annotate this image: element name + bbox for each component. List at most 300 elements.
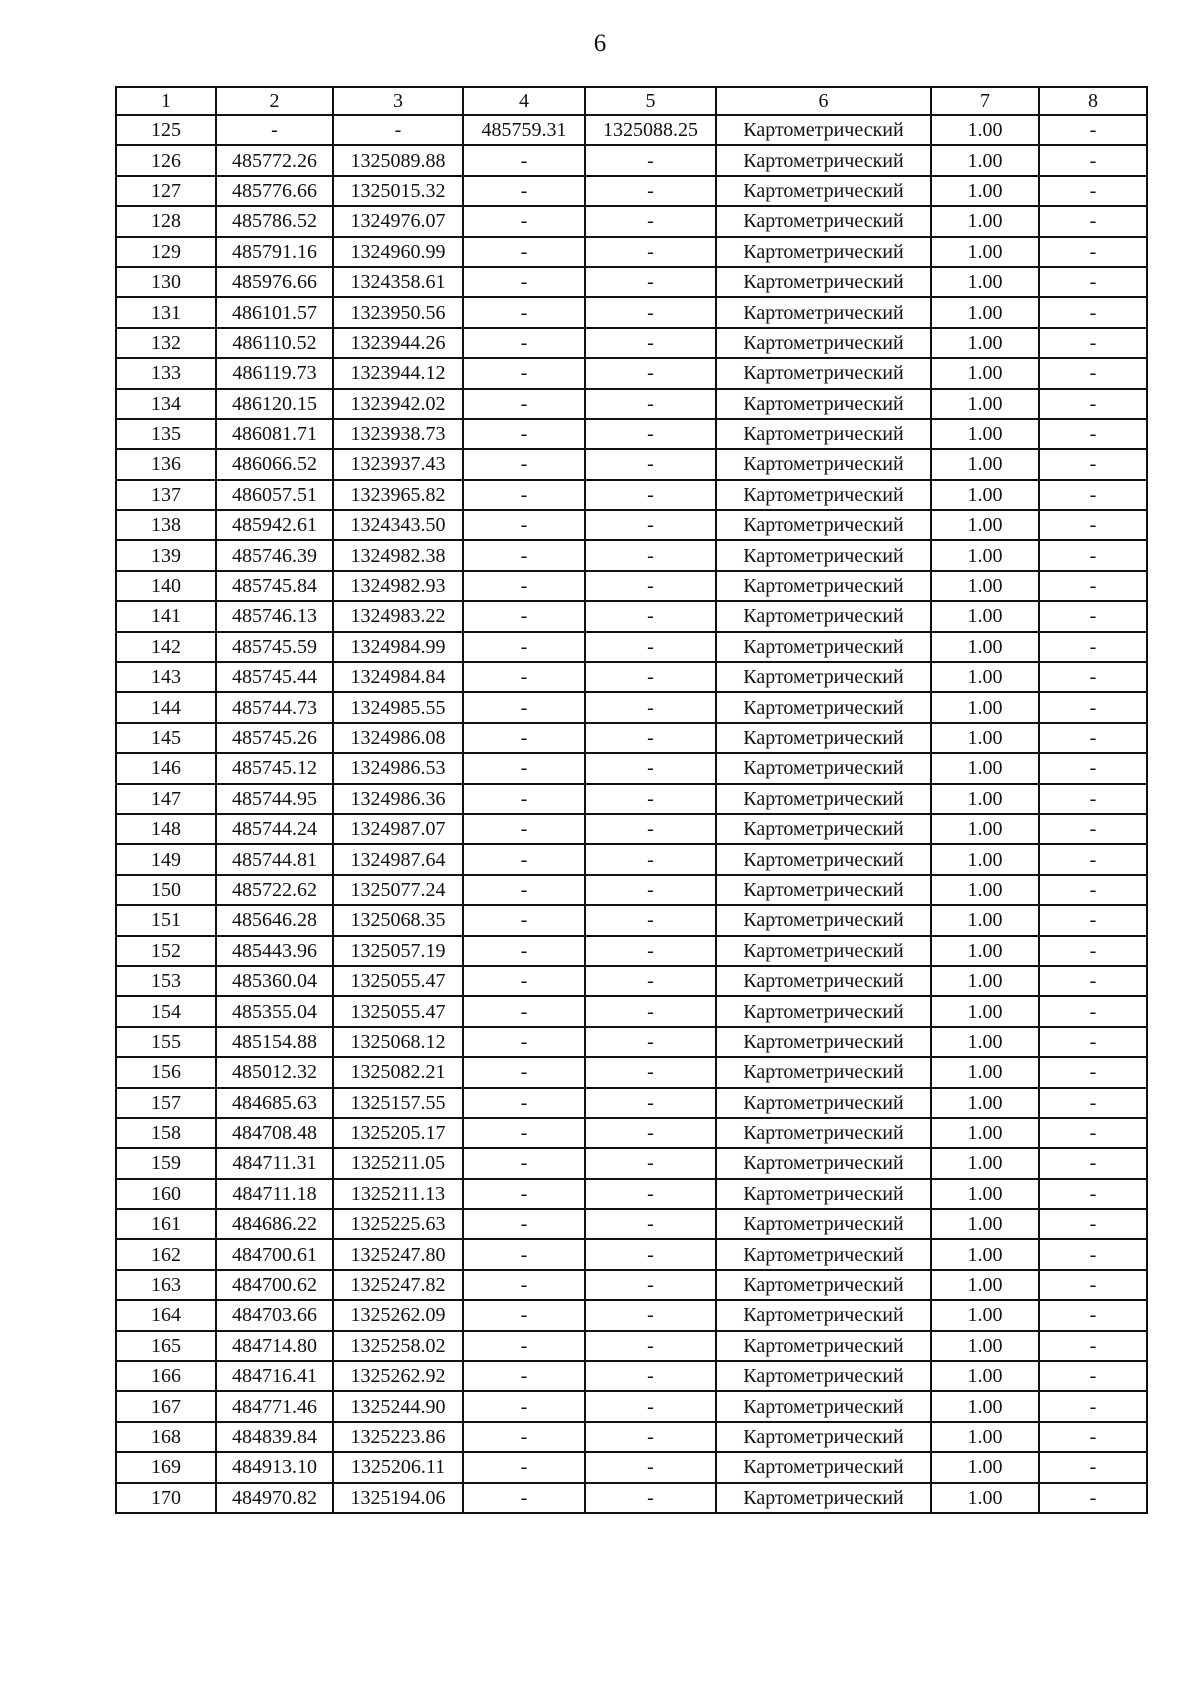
table-row bbox=[116, 784, 1147, 814]
table-row bbox=[116, 176, 1147, 206]
cell-x-coordinate-alt: - bbox=[463, 753, 585, 783]
column-header-1: 1 bbox=[116, 87, 216, 115]
cell-point-number: 152 bbox=[116, 936, 216, 966]
table-row bbox=[116, 1057, 1147, 1087]
cell-y-coordinate: 1324982.38 bbox=[333, 540, 463, 570]
cell-y-coordinate: 1324986.08 bbox=[333, 723, 463, 753]
table-row bbox=[116, 905, 1147, 935]
table-row bbox=[116, 1088, 1147, 1118]
cell-y-coordinate: 1324984.84 bbox=[333, 662, 463, 692]
cell-x-coordinate-alt: - bbox=[463, 571, 585, 601]
cell-method: Картометрический bbox=[716, 1118, 931, 1148]
cell-point-number: 159 bbox=[116, 1148, 216, 1178]
cell-method: Картометрический bbox=[716, 996, 931, 1026]
cell-y-coordinate: 1323938.73 bbox=[333, 419, 463, 449]
cell-x-coordinate-alt: - bbox=[463, 996, 585, 1026]
cell-method: Картометрический bbox=[716, 632, 931, 662]
cell-accuracy: 1.00 bbox=[931, 1270, 1039, 1300]
cell-x-coordinate: 486101.57 bbox=[216, 297, 333, 327]
cell-accuracy: 1.00 bbox=[931, 936, 1039, 966]
cell-note: - bbox=[1039, 601, 1147, 631]
cell-point-number: 143 bbox=[116, 662, 216, 692]
cell-y-coordinate-alt: - bbox=[585, 1179, 716, 1209]
cell-y-coordinate: 1325247.82 bbox=[333, 1270, 463, 1300]
cell-note: - bbox=[1039, 1361, 1147, 1391]
cell-point-number: 164 bbox=[116, 1300, 216, 1330]
cell-y-coordinate-alt: - bbox=[585, 1118, 716, 1148]
cell-y-coordinate-alt: - bbox=[585, 419, 716, 449]
cell-accuracy: 1.00 bbox=[931, 510, 1039, 540]
cell-method: Картометрический bbox=[716, 1361, 931, 1391]
table-row bbox=[116, 753, 1147, 783]
cell-note: - bbox=[1039, 1027, 1147, 1057]
cell-point-number: 141 bbox=[116, 601, 216, 631]
cell-y-coordinate-alt: - bbox=[585, 206, 716, 236]
cell-accuracy: 1.00 bbox=[931, 1148, 1039, 1178]
table-row bbox=[116, 115, 1147, 145]
column-header-8: 8 bbox=[1039, 87, 1147, 115]
cell-point-number: 138 bbox=[116, 510, 216, 540]
table-row bbox=[116, 601, 1147, 631]
cell-y-coordinate-alt: - bbox=[585, 1148, 716, 1178]
cell-x-coordinate-alt: - bbox=[463, 692, 585, 722]
cell-note: - bbox=[1039, 1209, 1147, 1239]
table-row bbox=[116, 237, 1147, 267]
cell-x-coordinate-alt: - bbox=[463, 206, 585, 236]
column-header-5: 5 bbox=[585, 87, 716, 115]
cell-y-coordinate: 1324358.61 bbox=[333, 267, 463, 297]
cell-accuracy: 1.00 bbox=[931, 1179, 1039, 1209]
cell-point-number: 155 bbox=[116, 1027, 216, 1057]
cell-point-number: 170 bbox=[116, 1483, 216, 1513]
cell-point-number: 131 bbox=[116, 297, 216, 327]
cell-note: - bbox=[1039, 510, 1147, 540]
cell-x-coordinate: 484711.18 bbox=[216, 1179, 333, 1209]
table-row bbox=[116, 1148, 1147, 1178]
cell-point-number: 160 bbox=[116, 1179, 216, 1209]
cell-x-coordinate: 486120.15 bbox=[216, 389, 333, 419]
cell-method: Картометрический bbox=[716, 115, 931, 145]
cell-note: - bbox=[1039, 1148, 1147, 1178]
cell-point-number: 145 bbox=[116, 723, 216, 753]
cell-y-coordinate-alt: - bbox=[585, 966, 716, 996]
column-header-3: 3 bbox=[333, 87, 463, 115]
cell-method: Картометрический bbox=[716, 449, 931, 479]
cell-x-coordinate-alt: - bbox=[463, 267, 585, 297]
cell-y-coordinate: 1324983.22 bbox=[333, 601, 463, 631]
cell-note: - bbox=[1039, 1088, 1147, 1118]
cell-method: Картометрический bbox=[716, 297, 931, 327]
table-row bbox=[116, 875, 1147, 905]
cell-method: Картометрический bbox=[716, 1452, 931, 1482]
cell-x-coordinate: 484700.62 bbox=[216, 1270, 333, 1300]
cell-note: - bbox=[1039, 297, 1147, 327]
cell-point-number: 148 bbox=[116, 814, 216, 844]
cell-x-coordinate: 484714.80 bbox=[216, 1331, 333, 1361]
cell-point-number: 133 bbox=[116, 358, 216, 388]
cell-point-number: 163 bbox=[116, 1270, 216, 1300]
cell-y-coordinate-alt: - bbox=[585, 1239, 716, 1269]
cell-method: Картометрический bbox=[716, 328, 931, 358]
cell-y-coordinate-alt: - bbox=[585, 1422, 716, 1452]
cell-point-number: 169 bbox=[116, 1452, 216, 1482]
table-row bbox=[116, 1331, 1147, 1361]
cell-accuracy: 1.00 bbox=[931, 145, 1039, 175]
cell-y-coordinate-alt: - bbox=[585, 449, 716, 479]
cell-method: Картометрический bbox=[716, 814, 931, 844]
cell-accuracy: 1.00 bbox=[931, 753, 1039, 783]
table-row bbox=[116, 206, 1147, 236]
cell-y-coordinate-alt: - bbox=[585, 1391, 716, 1421]
cell-point-number: 126 bbox=[116, 145, 216, 175]
cell-note: - bbox=[1039, 1270, 1147, 1300]
cell-accuracy: 1.00 bbox=[931, 419, 1039, 449]
cell-note: - bbox=[1039, 419, 1147, 449]
cell-x-coordinate-alt: - bbox=[463, 723, 585, 753]
cell-point-number: 149 bbox=[116, 844, 216, 874]
column-header-4: 4 bbox=[463, 87, 585, 115]
cell-y-coordinate: 1324984.99 bbox=[333, 632, 463, 662]
cell-x-coordinate-alt: - bbox=[463, 1148, 585, 1178]
cell-method: Картометрический bbox=[716, 966, 931, 996]
cell-y-coordinate: 1325089.88 bbox=[333, 145, 463, 175]
cell-y-coordinate: 1325055.47 bbox=[333, 996, 463, 1026]
table-row bbox=[116, 1483, 1147, 1513]
table-row bbox=[116, 1027, 1147, 1057]
cell-y-coordinate: 1325077.24 bbox=[333, 875, 463, 905]
cell-accuracy: 1.00 bbox=[931, 692, 1039, 722]
cell-note: - bbox=[1039, 1483, 1147, 1513]
cell-note: - bbox=[1039, 449, 1147, 479]
cell-x-coordinate: 485786.52 bbox=[216, 206, 333, 236]
cell-y-coordinate-alt: - bbox=[585, 632, 716, 662]
table-row bbox=[116, 297, 1147, 327]
cell-x-coordinate: 484700.61 bbox=[216, 1239, 333, 1269]
cell-accuracy: 1.00 bbox=[931, 662, 1039, 692]
cell-accuracy: 1.00 bbox=[931, 358, 1039, 388]
cell-y-coordinate-alt: - bbox=[585, 297, 716, 327]
cell-x-coordinate: 485443.96 bbox=[216, 936, 333, 966]
cell-y-coordinate-alt: - bbox=[585, 996, 716, 1026]
table-row bbox=[116, 1452, 1147, 1482]
cell-accuracy: 1.00 bbox=[931, 237, 1039, 267]
cell-x-coordinate-alt: - bbox=[463, 662, 585, 692]
cell-method: Картометрический bbox=[716, 1209, 931, 1239]
cell-note: - bbox=[1039, 996, 1147, 1026]
cell-y-coordinate-alt: - bbox=[585, 784, 716, 814]
cell-y-coordinate: 1324976.07 bbox=[333, 206, 463, 236]
cell-accuracy: 1.00 bbox=[931, 966, 1039, 996]
table-row bbox=[116, 966, 1147, 996]
cell-x-coordinate-alt: - bbox=[463, 632, 585, 662]
cell-y-coordinate: 1324987.64 bbox=[333, 844, 463, 874]
table-header bbox=[116, 87, 1147, 115]
cell-accuracy: 1.00 bbox=[931, 115, 1039, 145]
cell-x-coordinate-alt: - bbox=[463, 1391, 585, 1421]
cell-note: - bbox=[1039, 784, 1147, 814]
cell-accuracy: 1.00 bbox=[931, 1391, 1039, 1421]
cell-method: Картометрический bbox=[716, 206, 931, 236]
cell-point-number: 142 bbox=[116, 632, 216, 662]
cell-x-coordinate-alt: - bbox=[463, 1057, 585, 1087]
cell-x-coordinate-alt: - bbox=[463, 297, 585, 327]
cell-accuracy: 1.00 bbox=[931, 814, 1039, 844]
cell-y-coordinate: 1325244.90 bbox=[333, 1391, 463, 1421]
cell-y-coordinate: 1325211.05 bbox=[333, 1148, 463, 1178]
table-row bbox=[116, 1209, 1147, 1239]
cell-accuracy: 1.00 bbox=[931, 297, 1039, 327]
column-header-2: 2 bbox=[216, 87, 333, 115]
cell-x-coordinate-alt: - bbox=[463, 1483, 585, 1513]
page-number: 6 bbox=[593, 30, 607, 57]
cell-y-coordinate: 1325015.32 bbox=[333, 176, 463, 206]
cell-point-number: 151 bbox=[116, 905, 216, 935]
cell-point-number: 137 bbox=[116, 480, 216, 510]
cell-point-number: 134 bbox=[116, 389, 216, 419]
cell-y-coordinate: 1323950.56 bbox=[333, 297, 463, 327]
table-row bbox=[116, 358, 1147, 388]
table-row bbox=[116, 1422, 1147, 1452]
cell-y-coordinate: 1323944.26 bbox=[333, 328, 463, 358]
cell-accuracy: 1.00 bbox=[931, 1300, 1039, 1330]
cell-x-coordinate: 485942.61 bbox=[216, 510, 333, 540]
table-row bbox=[116, 510, 1147, 540]
cell-y-coordinate: 1325206.11 bbox=[333, 1452, 463, 1482]
cell-method: Картометрический bbox=[716, 875, 931, 905]
cell-y-coordinate: 1324986.53 bbox=[333, 753, 463, 783]
cell-x-coordinate-alt: - bbox=[463, 1361, 585, 1391]
table-row bbox=[116, 1300, 1147, 1330]
cell-point-number: 144 bbox=[116, 692, 216, 722]
cell-accuracy: 1.00 bbox=[931, 540, 1039, 570]
table-row bbox=[116, 145, 1147, 175]
table-row bbox=[116, 328, 1147, 358]
cell-accuracy: 1.00 bbox=[931, 206, 1039, 236]
cell-y-coordinate: 1323944.12 bbox=[333, 358, 463, 388]
cell-y-coordinate: 1325194.06 bbox=[333, 1483, 463, 1513]
cell-point-number: 135 bbox=[116, 419, 216, 449]
cell-x-coordinate: 484685.63 bbox=[216, 1088, 333, 1118]
cell-accuracy: 1.00 bbox=[931, 1331, 1039, 1361]
coordinates-table bbox=[115, 86, 1148, 1514]
cell-x-coordinate-alt: - bbox=[463, 1239, 585, 1269]
cell-y-coordinate: 1324982.93 bbox=[333, 571, 463, 601]
cell-y-coordinate-alt: - bbox=[585, 601, 716, 631]
cell-method: Картометрический bbox=[716, 601, 931, 631]
cell-method: Картометрический bbox=[716, 1148, 931, 1178]
cell-y-coordinate: 1324986.36 bbox=[333, 784, 463, 814]
table-row bbox=[116, 1239, 1147, 1269]
cell-note: - bbox=[1039, 571, 1147, 601]
cell-y-coordinate-alt: - bbox=[585, 480, 716, 510]
cell-y-coordinate: 1324987.07 bbox=[333, 814, 463, 844]
cell-x-coordinate: 485976.66 bbox=[216, 267, 333, 297]
cell-point-number: 147 bbox=[116, 784, 216, 814]
cell-x-coordinate: 485744.24 bbox=[216, 814, 333, 844]
cell-y-coordinate: 1325262.09 bbox=[333, 1300, 463, 1330]
cell-y-coordinate: 1323942.02 bbox=[333, 389, 463, 419]
table-row bbox=[116, 540, 1147, 570]
cell-x-coordinate: 484686.22 bbox=[216, 1209, 333, 1239]
cell-y-coordinate: 1325205.17 bbox=[333, 1118, 463, 1148]
cell-note: - bbox=[1039, 662, 1147, 692]
cell-method: Картометрический bbox=[716, 358, 931, 388]
cell-x-coordinate: 485776.66 bbox=[216, 176, 333, 206]
cell-x-coordinate-alt: - bbox=[463, 875, 585, 905]
cell-method: Картометрический bbox=[716, 1239, 931, 1269]
column-header-7: 7 bbox=[931, 87, 1039, 115]
cell-x-coordinate-alt: - bbox=[463, 966, 585, 996]
cell-x-coordinate-alt: - bbox=[463, 1027, 585, 1057]
table-row bbox=[116, 571, 1147, 601]
cell-note: - bbox=[1039, 692, 1147, 722]
cell-method: Картометрический bbox=[716, 1331, 931, 1361]
cell-y-coordinate-alt: - bbox=[585, 814, 716, 844]
cell-accuracy: 1.00 bbox=[931, 1088, 1039, 1118]
cell-y-coordinate-alt: - bbox=[585, 905, 716, 935]
cell-x-coordinate: 484708.48 bbox=[216, 1118, 333, 1148]
cell-y-coordinate: 1325082.21 bbox=[333, 1057, 463, 1087]
table-row bbox=[116, 996, 1147, 1026]
cell-method: Картометрический bbox=[716, 1179, 931, 1209]
cell-y-coordinate: 1324343.50 bbox=[333, 510, 463, 540]
cell-point-number: 166 bbox=[116, 1361, 216, 1391]
cell-x-coordinate-alt: - bbox=[463, 358, 585, 388]
cell-x-coordinate-alt: - bbox=[463, 1270, 585, 1300]
cell-accuracy: 1.00 bbox=[931, 844, 1039, 874]
cell-x-coordinate: 485745.26 bbox=[216, 723, 333, 753]
cell-x-coordinate-alt: - bbox=[463, 1331, 585, 1361]
cell-point-number: 165 bbox=[116, 1331, 216, 1361]
cell-x-coordinate-alt: - bbox=[463, 1300, 585, 1330]
cell-note: - bbox=[1039, 753, 1147, 783]
cell-y-coordinate-alt: - bbox=[585, 1209, 716, 1239]
cell-accuracy: 1.00 bbox=[931, 480, 1039, 510]
cell-method: Картометрический bbox=[716, 540, 931, 570]
cell-method: Картометрический bbox=[716, 905, 931, 935]
cell-x-coordinate-alt: - bbox=[463, 1209, 585, 1239]
cell-x-coordinate: 485744.81 bbox=[216, 844, 333, 874]
cell-note: - bbox=[1039, 389, 1147, 419]
header-row bbox=[116, 87, 1147, 115]
cell-x-coordinate: 486119.73 bbox=[216, 358, 333, 388]
cell-y-coordinate-alt: - bbox=[585, 1088, 716, 1118]
cell-note: - bbox=[1039, 1391, 1147, 1421]
cell-x-coordinate: 484711.31 bbox=[216, 1148, 333, 1178]
cell-y-coordinate-alt: - bbox=[585, 1027, 716, 1057]
cell-y-coordinate: 1324985.55 bbox=[333, 692, 463, 722]
cell-point-number: 128 bbox=[116, 206, 216, 236]
cell-method: Картометрический bbox=[716, 753, 931, 783]
table-row bbox=[116, 936, 1147, 966]
cell-accuracy: 1.00 bbox=[931, 328, 1039, 358]
cell-accuracy: 1.00 bbox=[931, 996, 1039, 1026]
table-row bbox=[116, 632, 1147, 662]
cell-accuracy: 1.00 bbox=[931, 1057, 1039, 1087]
cell-y-coordinate-alt: - bbox=[585, 1331, 716, 1361]
cell-note: - bbox=[1039, 1118, 1147, 1148]
cell-method: Картометрический bbox=[716, 389, 931, 419]
table-body bbox=[116, 115, 1147, 1513]
cell-note: - bbox=[1039, 723, 1147, 753]
cell-point-number: 154 bbox=[116, 996, 216, 1026]
cell-note: - bbox=[1039, 1422, 1147, 1452]
cell-x-coordinate: 485745.44 bbox=[216, 662, 333, 692]
cell-note: - bbox=[1039, 358, 1147, 388]
cell-x-coordinate-alt: - bbox=[463, 814, 585, 844]
cell-y-coordinate: 1325068.35 bbox=[333, 905, 463, 935]
table-row bbox=[116, 1391, 1147, 1421]
cell-accuracy: 1.00 bbox=[931, 1239, 1039, 1269]
cell-method: Картометрический bbox=[716, 784, 931, 814]
cell-x-coordinate: 485745.59 bbox=[216, 632, 333, 662]
cell-accuracy: 1.00 bbox=[931, 267, 1039, 297]
cell-x-coordinate-alt: - bbox=[463, 844, 585, 874]
cell-x-coordinate: 485746.39 bbox=[216, 540, 333, 570]
cell-y-coordinate-alt: - bbox=[585, 1300, 716, 1330]
cell-x-coordinate-alt: - bbox=[463, 1118, 585, 1148]
cell-point-number: 150 bbox=[116, 875, 216, 905]
cell-y-coordinate: 1324960.99 bbox=[333, 237, 463, 267]
cell-x-coordinate: 485744.95 bbox=[216, 784, 333, 814]
cell-y-coordinate-alt: - bbox=[585, 1483, 716, 1513]
cell-note: - bbox=[1039, 176, 1147, 206]
cell-y-coordinate-alt: - bbox=[585, 267, 716, 297]
cell-y-coordinate-alt: - bbox=[585, 1361, 716, 1391]
table-row bbox=[116, 389, 1147, 419]
cell-x-coordinate-alt: - bbox=[463, 1452, 585, 1482]
cell-x-coordinate: 486057.51 bbox=[216, 480, 333, 510]
cell-note: - bbox=[1039, 206, 1147, 236]
cell-x-coordinate-alt: 485759.31 bbox=[463, 115, 585, 145]
cell-method: Картометрический bbox=[716, 571, 931, 601]
cell-method: Картометрический bbox=[716, 662, 931, 692]
cell-y-coordinate: 1325225.63 bbox=[333, 1209, 463, 1239]
cell-x-coordinate: 486110.52 bbox=[216, 328, 333, 358]
cell-x-coordinate: 485791.16 bbox=[216, 237, 333, 267]
cell-note: - bbox=[1039, 145, 1147, 175]
cell-method: Картометрический bbox=[716, 510, 931, 540]
cell-method: Картометрический bbox=[716, 267, 931, 297]
table-row bbox=[116, 449, 1147, 479]
cell-y-coordinate: 1325223.86 bbox=[333, 1422, 463, 1452]
table-row bbox=[116, 662, 1147, 692]
cell-x-coordinate: 485355.04 bbox=[216, 996, 333, 1026]
cell-x-coordinate: 485012.32 bbox=[216, 1057, 333, 1087]
cell-y-coordinate: 1325211.13 bbox=[333, 1179, 463, 1209]
cell-x-coordinate: 485772.26 bbox=[216, 145, 333, 175]
cell-x-coordinate-alt: - bbox=[463, 328, 585, 358]
cell-x-coordinate: 484703.66 bbox=[216, 1300, 333, 1330]
cell-y-coordinate-alt: - bbox=[585, 145, 716, 175]
cell-note: - bbox=[1039, 480, 1147, 510]
cell-note: - bbox=[1039, 1300, 1147, 1330]
cell-note: - bbox=[1039, 814, 1147, 844]
cell-y-coordinate-alt: - bbox=[585, 540, 716, 570]
cell-point-number: 139 bbox=[116, 540, 216, 570]
cell-note: - bbox=[1039, 540, 1147, 570]
cell-x-coordinate-alt: - bbox=[463, 540, 585, 570]
cell-x-coordinate-alt: - bbox=[463, 601, 585, 631]
cell-note: - bbox=[1039, 936, 1147, 966]
cell-accuracy: 1.00 bbox=[931, 1452, 1039, 1482]
cell-note: - bbox=[1039, 237, 1147, 267]
cell-accuracy: 1.00 bbox=[931, 176, 1039, 206]
cell-x-coordinate: 485745.84 bbox=[216, 571, 333, 601]
cell-y-coordinate-alt: - bbox=[585, 510, 716, 540]
cell-method: Картометрический bbox=[716, 1057, 931, 1087]
cell-x-coordinate-alt: - bbox=[463, 176, 585, 206]
